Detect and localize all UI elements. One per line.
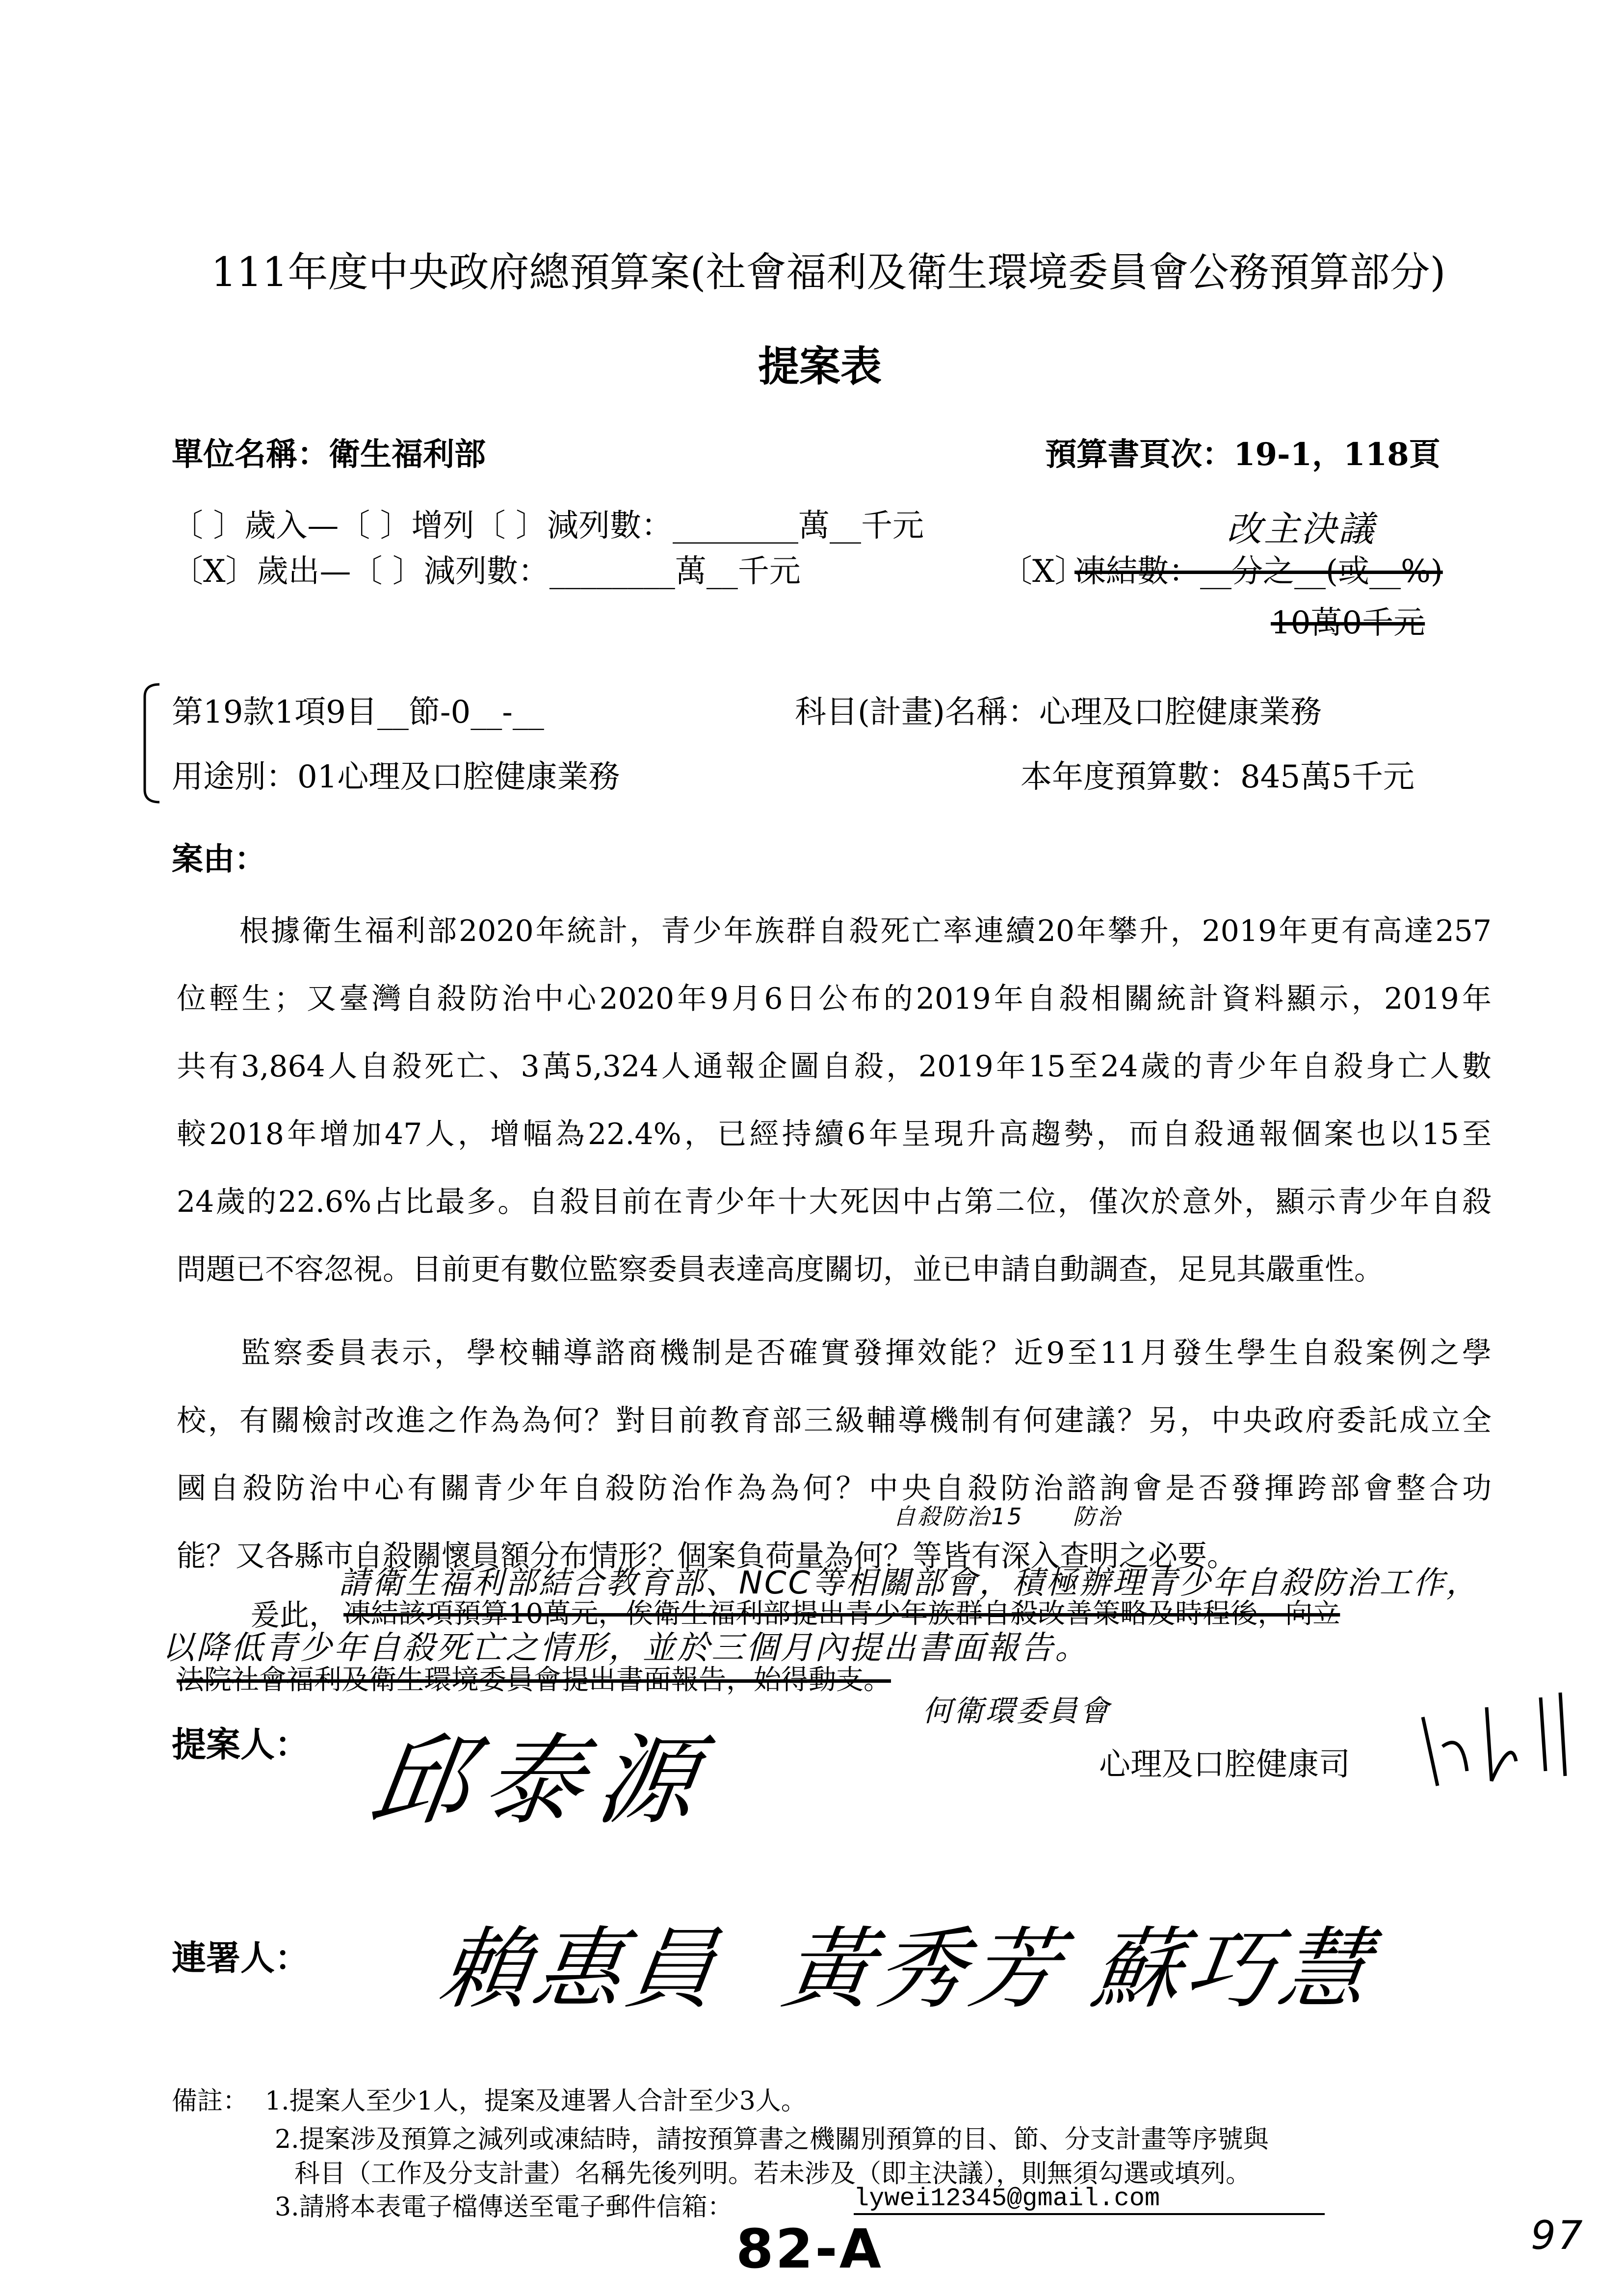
budget-page: 預算書頁次：19-1，118頁 bbox=[1045, 436, 1441, 473]
paragraph-line: 校，有關檢討改進之作為為何？對目前教育部三級輔導機制有何建議？另，中央政府委託成立全 bbox=[177, 1404, 1492, 1438]
handwritten-change-note: 改主決議 bbox=[1227, 508, 1376, 549]
paragraph-line: 國自殺防治中心有關青少年自殺防治作為為何？中央自殺防治諮詢會是否發揮跨部會整合功 bbox=[177, 1471, 1492, 1506]
expense-line: 〔X〕歲出—〔 〕減列數：________萬__千元 bbox=[172, 553, 801, 590]
handwritten-committee: 何衛環委員會 bbox=[922, 1694, 1111, 1728]
document-title: 111年度中央政府總預算案(社會福利及衛生環境委員會公務預算部分) bbox=[211, 249, 1446, 296]
page-number: 97 bbox=[1531, 2213, 1585, 2258]
unit-name: 單位名稱：衛生福利部 bbox=[172, 436, 486, 473]
paragraph-line: 位輕生；又臺灣自殺防治中心2020年9月6日公布的2019年自殺相關統計資料顯示，2019年 bbox=[177, 982, 1492, 1016]
paragraph-line: 24歲的22.6%占比最多。自殺目前在青少年十大死因中占第二位，僅次於意外，顯示青少年自殺 bbox=[177, 1185, 1492, 1219]
resolution-prefix: 爰此， bbox=[250, 1598, 339, 1633]
department-name: 心理及口腔健康司 bbox=[1099, 1747, 1350, 1783]
paragraph-line: 共有3,864人自殺死亡、3萬5,324人通報企圖自殺，2019年15至24歲的青少年自殺身亡人數 bbox=[177, 1049, 1492, 1084]
revenue-line: 〔 〕歲入—〔 〕增列〔 〕減列數：________萬__千元 bbox=[172, 508, 924, 544]
proposer-signature: 邱泰源 bbox=[364, 1724, 718, 1838]
page-mark: 82-A bbox=[736, 2218, 883, 2280]
handwritten-insert-1: 請衛生福利部結合教育部、NCC等相關部會，積極辦理青少年自殺防治工作， bbox=[339, 1565, 1480, 1601]
paragraph-line: 問題已不容忽視。目前更有數位監察委員表達高度關切，並已申請自動調查，足見其嚴重性。 bbox=[177, 1252, 1384, 1287]
resolution-struck-2: 法院社會福利及衛生環境委員會提出書面報告，始得動支。 bbox=[177, 1664, 891, 1696]
paragraph-line: 根據衛生福利部2020年統計，青少年族群自殺死亡率連續20年攀升，2019年更有高達257 bbox=[177, 914, 1492, 948]
cosigner-signature-2: 黃秀芳 bbox=[777, 1918, 1071, 2021]
note-4: 3.請將本表電子檔傳送至電子郵件信箱： bbox=[275, 2192, 733, 2222]
email-link[interactable]: lywei12345@gmail.com bbox=[854, 2184, 1325, 2215]
subject-name: 科目(計畫)名稱：心理及口腔健康業務 bbox=[795, 694, 1322, 731]
proposer-label: 提案人： bbox=[172, 1724, 309, 1765]
paragraph-line: 較2018年增加47人，增幅為22.4%，已經持續6年呈現升高趨勢，而自殺通報個案也以15至 bbox=[177, 1117, 1492, 1151]
reason-label: 案由： bbox=[172, 841, 266, 878]
item-line: 第19款1項9目__節-0__-__ bbox=[172, 694, 544, 731]
freeze-count-struck: 凍結數：__分之__(或__%) bbox=[1074, 553, 1443, 590]
handwritten-margin-note: 自殺防治15 防治 bbox=[893, 1503, 1122, 1530]
note-1: 1.提案人至少1人，提案及連署人合計至少3人。 bbox=[265, 2087, 807, 2116]
cosigner-signature-1: 賴惠員 bbox=[433, 1918, 728, 2021]
paragraph-line: 監察委員表示，學校輔導諮商機制是否確實發揮效能？近9至11月發生學生自殺案例之學 bbox=[177, 1336, 1492, 1370]
budget-amount: 本年度預算數：845萬5千元 bbox=[1021, 759, 1414, 795]
paragraph-line: 能？又各縣市自殺關懷員額分布情形？個案負荷量為何？等皆有深入查明之必要。 bbox=[177, 1539, 1236, 1573]
bracket bbox=[142, 682, 162, 805]
handwritten-insert-2: 以降低青少年自殺死亡之情形，並於三個月內提出書面報告。 bbox=[162, 1629, 1089, 1667]
resolution-struck-1: 凍結該項預算10萬元，俟衛生福利部提出青少年族群自殺改善策略及時程後，向立 bbox=[343, 1598, 1340, 1630]
initials-signature bbox=[1418, 1688, 1580, 1800]
freeze-amount-struck: 10萬0千元 bbox=[1271, 605, 1425, 641]
usage-line: 用途別：01心理及口腔健康業務 bbox=[172, 759, 620, 795]
note-3: 科目（工作及分支計畫）名稱先後列明。若未涉及（即主決議），則無須勾選或填列。 bbox=[294, 2159, 1252, 2189]
cosigner-label: 連署人： bbox=[172, 1937, 309, 1978]
notes-label: 備註： bbox=[172, 2087, 249, 2116]
form-subtitle: 提案表 bbox=[758, 342, 882, 391]
freeze-checkbox: 〔X〕 bbox=[1001, 553, 1086, 590]
cosigner-signature-3: 蘇巧慧 bbox=[1086, 1918, 1380, 2021]
note-2: 2.提案涉及預算之減列或凍結時，請按預算書之機關別預算的目、節、分支計畫等序號與 bbox=[275, 2125, 1269, 2154]
